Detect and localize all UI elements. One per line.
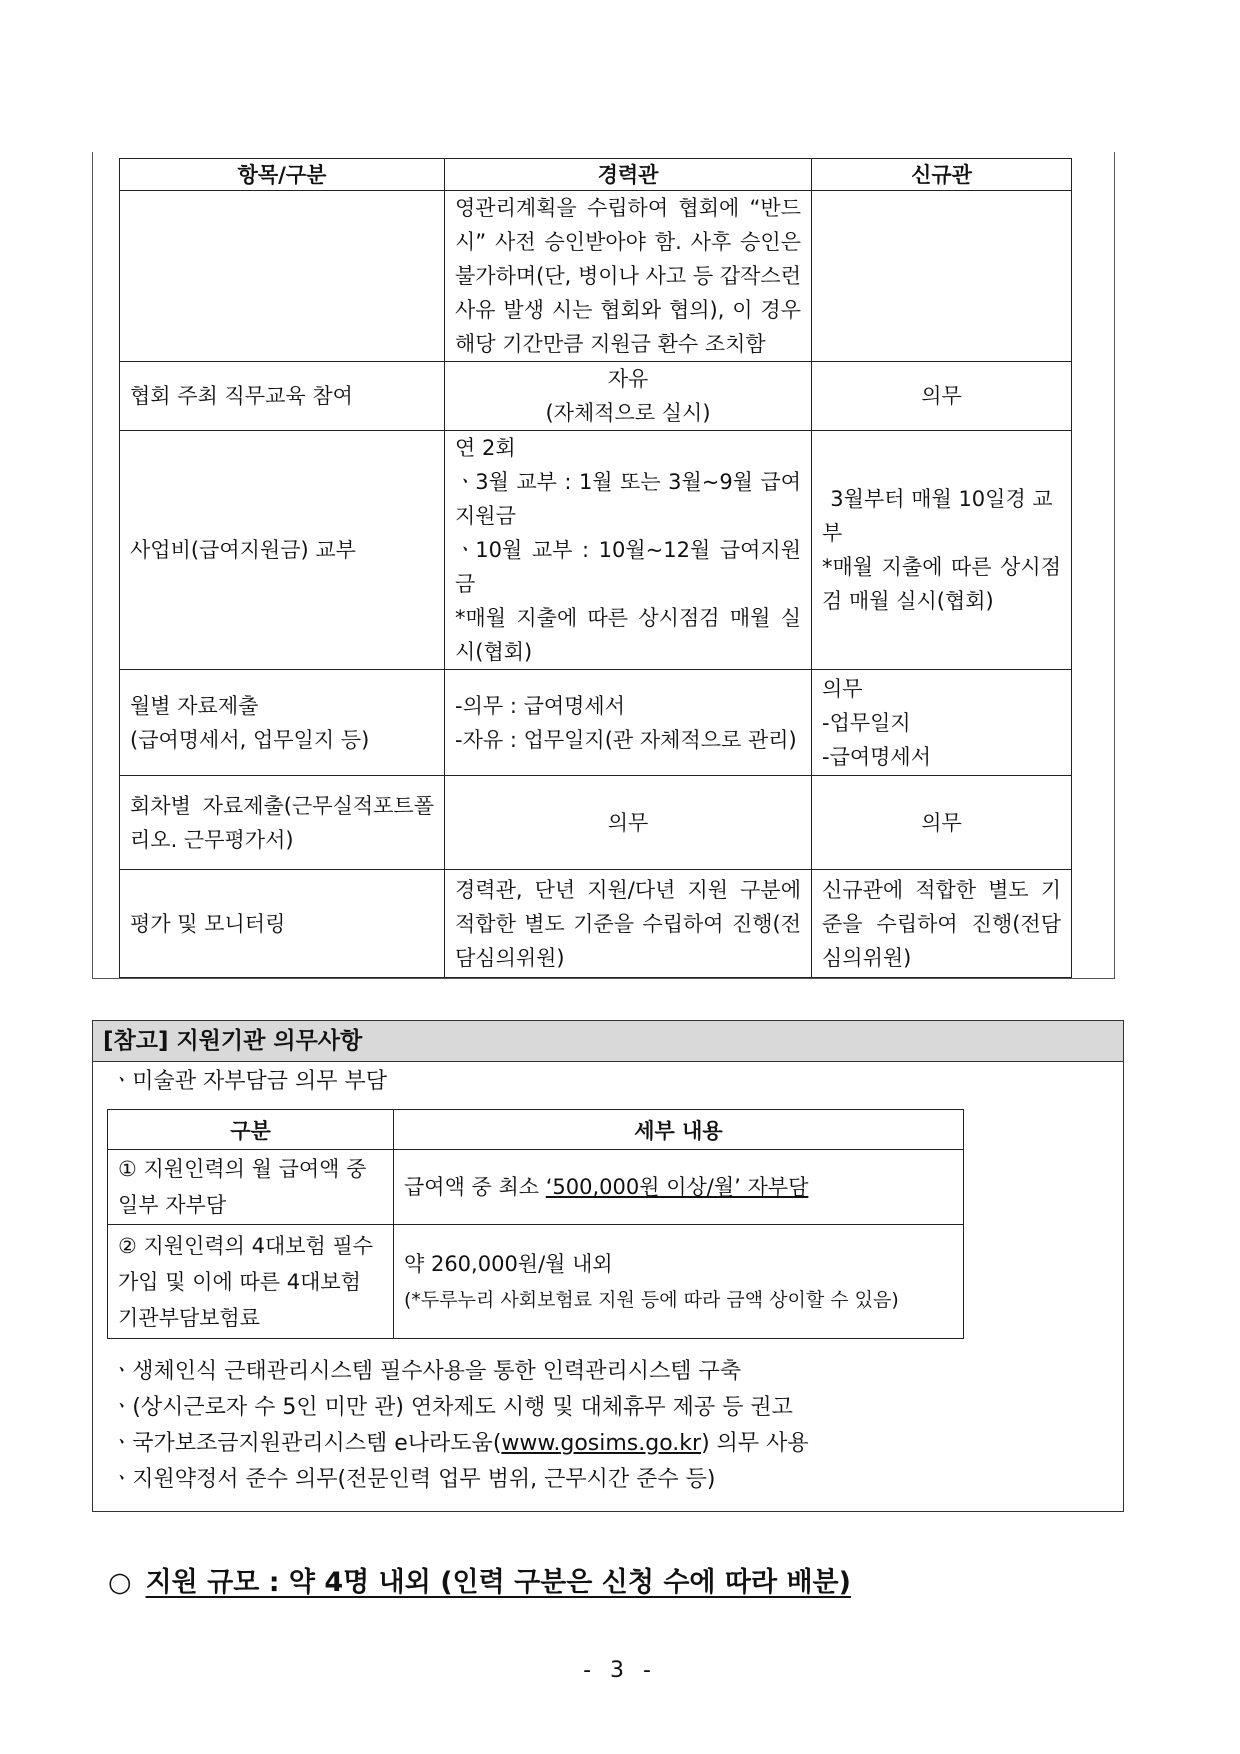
circle-bullet: ○ [108,1567,132,1598]
row-career: 의무 [445,776,812,870]
detail-text: 약 260,000원/월 내외 [404,1251,613,1276]
self-burden-table [107,1109,964,1339]
support-scale [108,1560,851,1599]
table-header-row [108,1110,964,1150]
row-new-cell [812,431,1072,670]
support-scale-text: 지원 규모 : 약 4명 내외 (인력 구분은 신청 수에 따라 배분) [145,1567,851,1598]
table-header-row [120,159,1072,191]
row-new: 신규관에 적합한 별도 기준을 수립하여 진행(전담심의위원) [812,870,1072,978]
row-new [812,191,1072,362]
reference-box [92,1020,1124,1512]
table-row [120,362,1072,431]
career-title: 연 2회 [455,436,516,460]
career-detail: ㆍ3월 교부 : 1월 또는 3월~9월 급여지원금 ㆍ10월 교부 : 10월~12월 급여지원금 *매월 지출에 따른 상시점검 매월 실시(협회) [455,470,801,664]
header-new: 신규관 [812,159,1072,191]
row-item: 협회 주최 직무교육 참여 [120,362,445,431]
row-category: ① 지원인력의 월 급여액 중 일부 자부담 [108,1150,394,1225]
row-category: ② 지원인력의 4대보험 필수 가입 및 이에 따른 4대보험 기관부담보험료 [108,1225,394,1339]
row-new: 의무 [812,776,1072,870]
new-title: 3월부터 매월 10일경 교부 [822,487,1053,545]
header-career: 경력관 [445,159,812,191]
row-career: 경력관, 단년 지원/다년 지원 구분에 적합한 별도 기준을 수립하여 진행(전담심의위원) [445,870,812,978]
bullet-leave: ㆍ(상시근로자 수 5인 미만 관) 연차제도 시행 및 대체휴무 제공 등 권고 [111,1395,793,1420]
row-item: 사업비(급여지원금) 교부 [120,431,445,670]
row-career: -의무 : 급여명세서 -자유 : 업무일지(관 자체적으로 관리) [445,670,812,776]
table-row [120,431,1072,670]
reference-title: [참고] 지원기관 의무사항 [93,1021,1123,1062]
row-item [120,191,445,362]
bullet-enara [111,1429,809,1459]
row-career-cell [445,431,812,670]
row-item: 월별 자료제출 (급여명세서, 업무일지 등) [120,670,445,776]
new-detail: *매월 지출에 따른 상시점검 매월 실시(협회) [822,555,1061,613]
detail-underlined: ‘500,000원 이상/월’ 자부담 [545,1175,809,1199]
header-item: 항목/구분 [120,159,445,191]
row-career: 자유 (자체적으로 실시) [445,362,812,431]
bullet-enara-prefix: ㆍ국가보조금지원관리시스템 e나라도움( [111,1431,502,1456]
row-detail [394,1225,964,1339]
header-category: 구분 [108,1110,394,1150]
detail-note: (*두루누리 사회보험료 지원 등에 따라 금액 상이할 수 있음) [404,1288,899,1311]
row-item: 회차별 자료제출(근무실적포트폴리오. 근무평가서) [120,776,445,870]
table-row [108,1150,964,1225]
row-new: 의무 -업무일지 -급여명세서 [812,670,1072,776]
row-item: 평가 및 모니터링 [120,870,445,978]
bullet-biometric: ㆍ생체인식 근태관리시스템 필수사용을 통한 인력관리시스템 구축 [111,1359,742,1384]
page-number: - 3 - [583,1658,657,1683]
row-career: 영관리계획을 수립하여 협회에 “반드시” 사전 승인받아야 함. 사후 승인은 불가하며(단, 병이나 사고 등 갑작스런 사유 발생 시는 협회와 협의), 이 경우 해당 기간만큼 지원금 환수 조치함 [445,191,812,362]
bullet-enara-suffix: ) 의무 사용 [701,1431,809,1456]
header-detail: 세부 내용 [394,1110,964,1150]
table-row [120,670,1072,776]
detail-text: 급여액 중 최소 [404,1175,546,1199]
gosims-link[interactable]: www.gosims.go.kr [501,1431,702,1456]
bullet-agreement: ㆍ지원약정서 준수 의무(전문인력 업무 범위, 근무시간 준수 등) [111,1467,716,1492]
table-row [120,870,1072,978]
table-row [120,191,1072,362]
row-detail [394,1150,964,1225]
table-row [108,1225,964,1339]
bullet-self-burden: ㆍ미술관 자부담금 의무 부담 [111,1069,388,1094]
row-new: 의무 [812,362,1072,431]
obligations-comparison-table [119,158,1072,978]
table-row [120,776,1072,870]
